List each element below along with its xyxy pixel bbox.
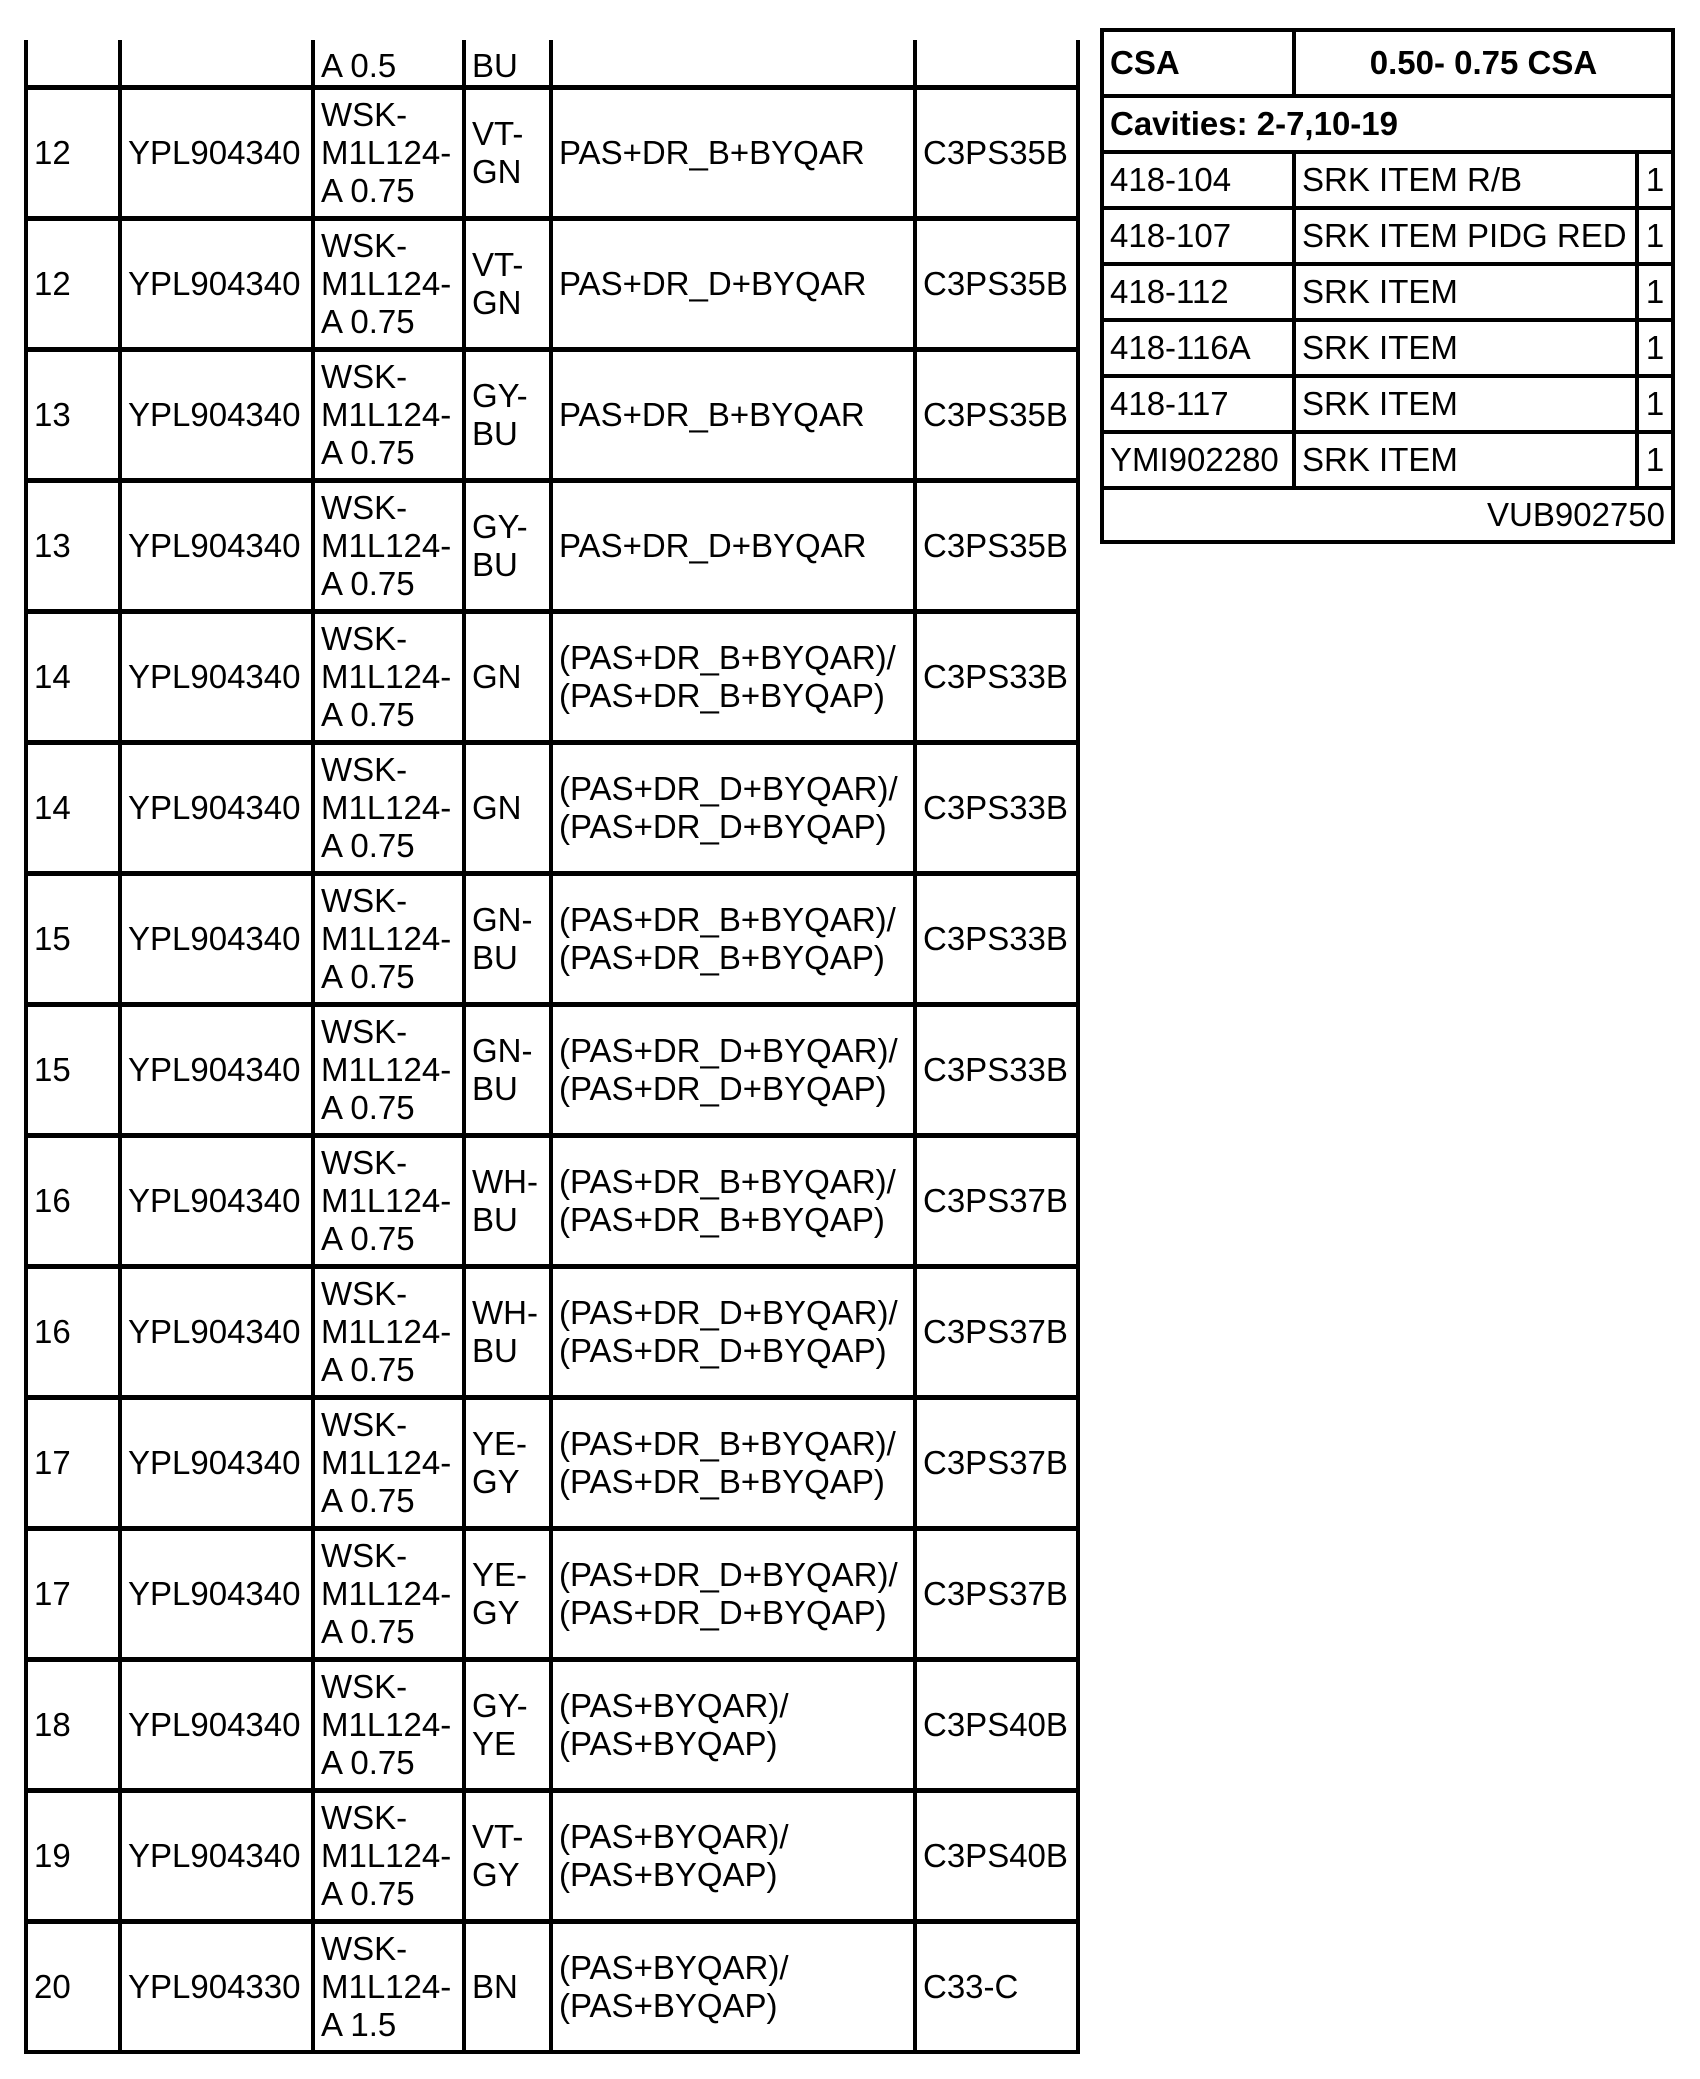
connector-cell: C3PS33B (915, 1005, 1076, 1136)
cavity-cell: 18 (28, 1660, 120, 1791)
circuit-cell: (PAS+DR_B+BYQAR)/ (PAS+DR_B+BYQAP) (551, 1398, 915, 1529)
cavities-label: Cavities: 2-7,10-19 (1104, 96, 1671, 152)
kit-quantity: 1 (1637, 264, 1671, 320)
wiring-row (28, 88, 1076, 219)
circuit-cell: (PAS+DR_D+BYQAR)/ (PAS+DR_D+BYQAP) (551, 1267, 915, 1398)
connector-cell: C3PS35B (915, 219, 1076, 350)
part-number-cell: YPL904340 (120, 1529, 313, 1660)
wire-color-cell: GN- BU (464, 874, 551, 1005)
part-number-cell: YPL904340 (120, 481, 313, 612)
wiring-row (28, 1267, 1076, 1398)
terminal-cell: WSK- M1L124- A 0.75 (313, 88, 464, 219)
cavity-cell: 12 (28, 219, 120, 350)
wire-color-cell: GN- BU (464, 1005, 551, 1136)
part-number-cell: YPL904340 (120, 350, 313, 481)
connector-cell: C3PS37B (915, 1529, 1076, 1660)
kit-row (1104, 208, 1671, 264)
cavity-cell (28, 40, 120, 88)
cavity-cell: 13 (28, 481, 120, 612)
kit-row (1104, 264, 1671, 320)
cavity-cell: 16 (28, 1136, 120, 1267)
cavity-cell: 15 (28, 1005, 120, 1136)
circuit-cell: (PAS+DR_B+BYQAR)/ (PAS+DR_B+BYQAP) (551, 1136, 915, 1267)
cavity-cell: 16 (28, 1267, 120, 1398)
wiring-row (28, 1791, 1076, 1922)
csa-label: CSA (1104, 32, 1294, 96)
connector-cell: C3PS35B (915, 88, 1076, 219)
wiring-table (24, 40, 1080, 2054)
circuit-cell: (PAS+DR_D+BYQAR)/ (PAS+DR_D+BYQAP) (551, 743, 915, 874)
connector-cell: C3PS40B (915, 1660, 1076, 1791)
kit-description: SRK ITEM (1294, 432, 1637, 488)
cavity-cell: 19 (28, 1791, 120, 1922)
kit-code: 418-116A (1104, 320, 1294, 376)
terminal-cell: WSK- M1L124- A 0.75 (313, 1136, 464, 1267)
wire-color-cell: WH- BU (464, 1267, 551, 1398)
wiring-row-partial (28, 40, 1076, 88)
wire-color-cell: GN (464, 743, 551, 874)
wire-color-cell: YE- GY (464, 1529, 551, 1660)
circuit-cell: PAS+DR_D+BYQAR (551, 219, 915, 350)
connector-cell: C33-C (915, 1922, 1076, 2051)
terminal-cell: WSK- M1L124- A 0.75 (313, 1398, 464, 1529)
connector-cell: C3PS37B (915, 1398, 1076, 1529)
kit-row (1104, 152, 1671, 208)
terminal-cell: WSK- M1L124- A 0.75 (313, 350, 464, 481)
kit-code: 418-107 (1104, 208, 1294, 264)
wiring-row (28, 350, 1076, 481)
terminal-cell: WSK- M1L124- A 1.5 (313, 1922, 464, 2051)
wiring-row (28, 1922, 1076, 2051)
csa-footer-row (1104, 488, 1671, 540)
circuit-cell: (PAS+BYQAR)/ (PAS+BYQAP) (551, 1791, 915, 1922)
kit-description: SRK ITEM (1294, 376, 1637, 432)
circuit-cell: PAS+DR_B+BYQAR (551, 88, 915, 219)
terminal-cell: WSK- M1L124- A 0.75 (313, 612, 464, 743)
part-number-cell: YPL904330 (120, 1922, 313, 2051)
kit-quantity: 1 (1637, 432, 1671, 488)
part-number-cell: YPL904340 (120, 743, 313, 874)
kit-row (1104, 376, 1671, 432)
part-number-cell: YPL904340 (120, 1005, 313, 1136)
cavity-cell: 17 (28, 1529, 120, 1660)
part-number-cell: YPL904340 (120, 612, 313, 743)
kit-quantity: 1 (1637, 320, 1671, 376)
cavity-cell: 20 (28, 1922, 120, 2051)
kit-quantity: 1 (1637, 376, 1671, 432)
part-number-cell: YPL904340 (120, 1791, 313, 1922)
wire-color-cell: BN (464, 1922, 551, 2051)
wire-color-cell: GN (464, 612, 551, 743)
kit-code: YMI902280 (1104, 432, 1294, 488)
terminal-cell: WSK- M1L124- A 0.75 (313, 1267, 464, 1398)
connector-cell: C3PS33B (915, 874, 1076, 1005)
circuit-cell: (PAS+DR_B+BYQAR)/ (PAS+DR_B+BYQAP) (551, 874, 915, 1005)
wiring-row (28, 874, 1076, 1005)
cavity-cell: 15 (28, 874, 120, 1005)
terminal-cell: WSK- M1L124- A 0.75 (313, 1529, 464, 1660)
csa-range: 0.50- 0.75 CSA (1294, 32, 1671, 96)
kit-description: SRK ITEM PIDG RED (1294, 208, 1637, 264)
circuit-cell (551, 40, 915, 88)
kit-quantity: 1 (1637, 208, 1671, 264)
connector-cell: C3PS37B (915, 1136, 1076, 1267)
cavity-cell: 14 (28, 612, 120, 743)
circuit-cell: (PAS+BYQAR)/ (PAS+BYQAP) (551, 1660, 915, 1791)
wiring-table-grid (28, 40, 1076, 2050)
part-number-cell: YPL904340 (120, 1398, 313, 1529)
part-number-cell: YPL904340 (120, 219, 313, 350)
terminal-cell: WSK- M1L124- A 0.75 (313, 874, 464, 1005)
wire-color-cell: VT- GN (464, 88, 551, 219)
wire-color-cell: BU (464, 40, 551, 88)
wire-color-cell: YE- GY (464, 1398, 551, 1529)
connector-cell: C3PS37B (915, 1267, 1076, 1398)
wiring-row (28, 743, 1076, 874)
part-number-cell: YPL904340 (120, 1660, 313, 1791)
kit-row (1104, 432, 1671, 488)
wiring-row (28, 1660, 1076, 1791)
connector-cell: C3PS33B (915, 743, 1076, 874)
wire-color-cell: GY- BU (464, 481, 551, 612)
wiring-row (28, 1136, 1076, 1267)
circuit-cell: PAS+DR_D+BYQAR (551, 481, 915, 612)
connector-cell: C3PS33B (915, 612, 1076, 743)
terminal-cell: WSK- M1L124- A 0.75 (313, 219, 464, 350)
part-number-cell: YPL904340 (120, 1136, 313, 1267)
connector-cell: C3PS35B (915, 481, 1076, 612)
cavity-cell: 13 (28, 350, 120, 481)
kit-code: 418-104 (1104, 152, 1294, 208)
wiring-row (28, 1005, 1076, 1136)
connector-cell (915, 40, 1076, 88)
circuit-cell: PAS+DR_B+BYQAR (551, 350, 915, 481)
csa-cavities-row (1104, 96, 1671, 152)
terminal-cell: A 0.5 (313, 40, 464, 88)
circuit-cell: (PAS+DR_D+BYQAR)/ (PAS+DR_D+BYQAP) (551, 1529, 915, 1660)
part-number-cell: YPL904340 (120, 88, 313, 219)
csa-kit-table (1100, 28, 1675, 544)
wiring-row (28, 612, 1076, 743)
wiring-row (28, 1398, 1076, 1529)
cavity-cell: 14 (28, 743, 120, 874)
terminal-cell: WSK- M1L124- A 0.75 (313, 481, 464, 612)
csa-kit-grid (1104, 32, 1671, 540)
wire-color-cell: GY- YE (464, 1660, 551, 1791)
cavity-cell: 17 (28, 1398, 120, 1529)
wiring-row (28, 219, 1076, 350)
terminal-cell: WSK- M1L124- A 0.75 (313, 743, 464, 874)
wire-color-cell: VT- GN (464, 219, 551, 350)
wire-color-cell: WH- BU (464, 1136, 551, 1267)
connector-cell: C3PS40B (915, 1791, 1076, 1922)
kit-row (1104, 320, 1671, 376)
cavity-cell: 12 (28, 88, 120, 219)
wiring-row (28, 481, 1076, 612)
kit-description: SRK ITEM (1294, 320, 1637, 376)
terminal-cell: WSK- M1L124- A 0.75 (313, 1660, 464, 1791)
connector-cell: C3PS35B (915, 350, 1076, 481)
kit-quantity: 1 (1637, 152, 1671, 208)
circuit-cell: (PAS+DR_B+BYQAR)/ (PAS+DR_B+BYQAP) (551, 612, 915, 743)
part-number-cell (120, 40, 313, 88)
circuit-cell: (PAS+DR_D+BYQAR)/ (PAS+DR_D+BYQAP) (551, 1005, 915, 1136)
wire-color-cell: VT- GY (464, 1791, 551, 1922)
terminal-cell: WSK- M1L124- A 0.75 (313, 1005, 464, 1136)
kit-reference-number: VUB902750 (1487, 496, 1665, 533)
terminal-cell: WSK- M1L124- A 0.75 (313, 1791, 464, 1922)
kit-code: 418-117 (1104, 376, 1294, 432)
kit-code: 418-112 (1104, 264, 1294, 320)
kit-description: SRK ITEM R/B (1294, 152, 1637, 208)
wire-color-cell: GY- BU (464, 350, 551, 481)
part-number-cell: YPL904340 (120, 874, 313, 1005)
wiring-row (28, 1529, 1076, 1660)
kit-description: SRK ITEM (1294, 264, 1637, 320)
part-number-cell: YPL904340 (120, 1267, 313, 1398)
csa-header-row (1104, 32, 1671, 96)
circuit-cell: (PAS+BYQAR)/ (PAS+BYQAP) (551, 1922, 915, 2051)
